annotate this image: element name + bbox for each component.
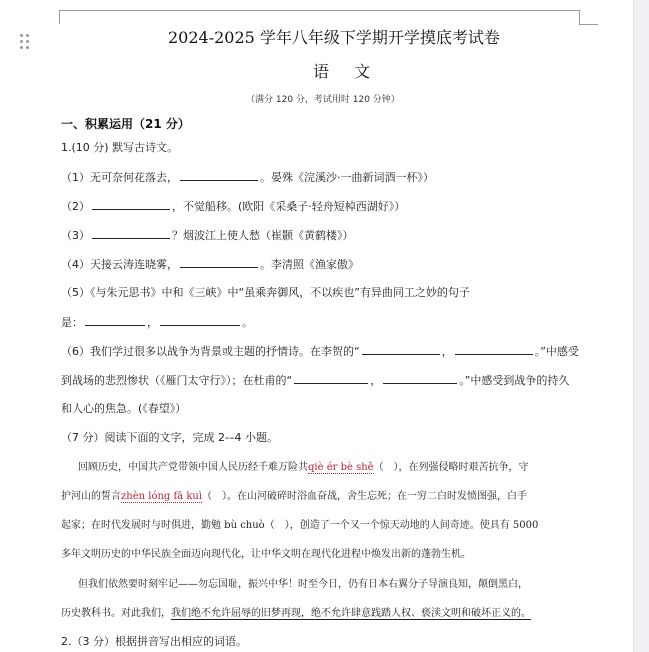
answer-blank[interactable] xyxy=(92,228,170,239)
answer-blank[interactable] xyxy=(455,344,533,355)
passage-line: 历史教科书。对此我们，我们绝不允许屈辱的旧梦再现，绝不允许肆意践踏人权、亵渎文明和破坏正义的。 xyxy=(61,608,531,619)
passage-line: 多年文明历史的中华民族全面迈向现代化，让中华文明在现代化进程中焕发出新的蓬勃生机。 xyxy=(61,549,471,560)
question-stem: 2.（3 分）根据拼音写出相应的词语。 xyxy=(61,635,247,648)
page-corner-mark xyxy=(59,10,60,24)
answer-blank[interactable] xyxy=(383,373,457,384)
list-item: （1）无可奈何花落去， 。晏殊《浣溪沙·一曲新词酒一杯》） xyxy=(61,171,434,184)
answer-blank[interactable] xyxy=(92,199,170,210)
subject-title: 语 文 xyxy=(313,62,381,81)
passage-line: 起家；在时代发展时与时俱进，勤勉 bù chuò（ ），创造了一个又一个惊天动地的人间奇迹。使具有 5000 xyxy=(61,520,539,531)
list-item: 和人心的焦急。(《春望》） xyxy=(61,402,187,415)
answer-blank[interactable] xyxy=(160,315,240,326)
answer-blank[interactable] xyxy=(180,257,258,268)
list-item: （4）天接云涛连晓雾， 。李清照《渔家傲》 xyxy=(61,258,359,271)
passage-line: 护河山的誓言zhèn lóng fā kuì（ ）。在山河破碎时浴血奋战，舍生忘死；在一穷二白时发愤图强，白手 xyxy=(61,491,528,502)
page-title: 2024-2025 学年八年级下学期开学摸底考试卷 xyxy=(168,28,500,47)
answer-blank[interactable] xyxy=(85,315,145,326)
list-item: 是： ， 。 xyxy=(61,316,253,329)
passage-line: 回顾历史，中国共产党带领中国人民历经千难万险共qiè ér bè shě（ ），在列强侵略时艰苦抗争，守 xyxy=(78,462,529,473)
list-item: 到战场的悲烈惨状（《雁门太守行》）；在杜甫的“ ， 。”中感受到战争的持久 xyxy=(61,374,570,387)
list-item: （2） ，不觉船移。(欧阳《采桑子·轻舟短棹西湖好》） xyxy=(61,200,406,213)
list-item: （3） ？烟波江上使人愁（崔颢《黄鹤楼》） xyxy=(61,229,354,242)
answer-blank[interactable] xyxy=(362,344,440,355)
answer-blank[interactable] xyxy=(180,170,258,181)
drag-handle-icon[interactable] xyxy=(20,34,34,50)
reading-intro: （7 分）阅读下面的文字，完成 2-–4 小题。 xyxy=(61,431,278,444)
list-item: （5）《与朱元思书》中和《三峡》中“虽乘奔御风，不以疾也”有异曲同工之妙的句子 xyxy=(61,286,470,299)
exam-meta: （满分 120 分，考试用时 120 分钟） xyxy=(246,95,400,105)
underlined-sentence: 我们绝不允许屈辱的旧梦再现，绝不允许肆意践踏人权、亵渎文明和破坏正义的。 xyxy=(171,608,531,619)
section-heading: 一、积累运用（21 分） xyxy=(61,117,190,131)
answer-blank[interactable] xyxy=(294,373,368,384)
pinyin-item: zhèn lóng fā kuì xyxy=(121,491,203,502)
question-stem: 1.(10 分) 默写古诗文。 xyxy=(61,141,179,154)
list-item: （6）我们学过很多以战争为背景或主题的抒情诗。在李贺的“ ， 。”中感受 xyxy=(61,345,579,358)
page-corner-mark xyxy=(579,10,598,25)
pinyin-item: qiè ér bè shě xyxy=(308,462,374,473)
page-top-edge xyxy=(59,10,579,11)
passage-line: 但我们依然要时刻牢记——勿忘国耻，振兴中华！时至今日，仍有日本右翼分子导演良知，颠倒黑白， xyxy=(78,579,528,590)
vertical-scrollbar[interactable] xyxy=(633,0,649,652)
